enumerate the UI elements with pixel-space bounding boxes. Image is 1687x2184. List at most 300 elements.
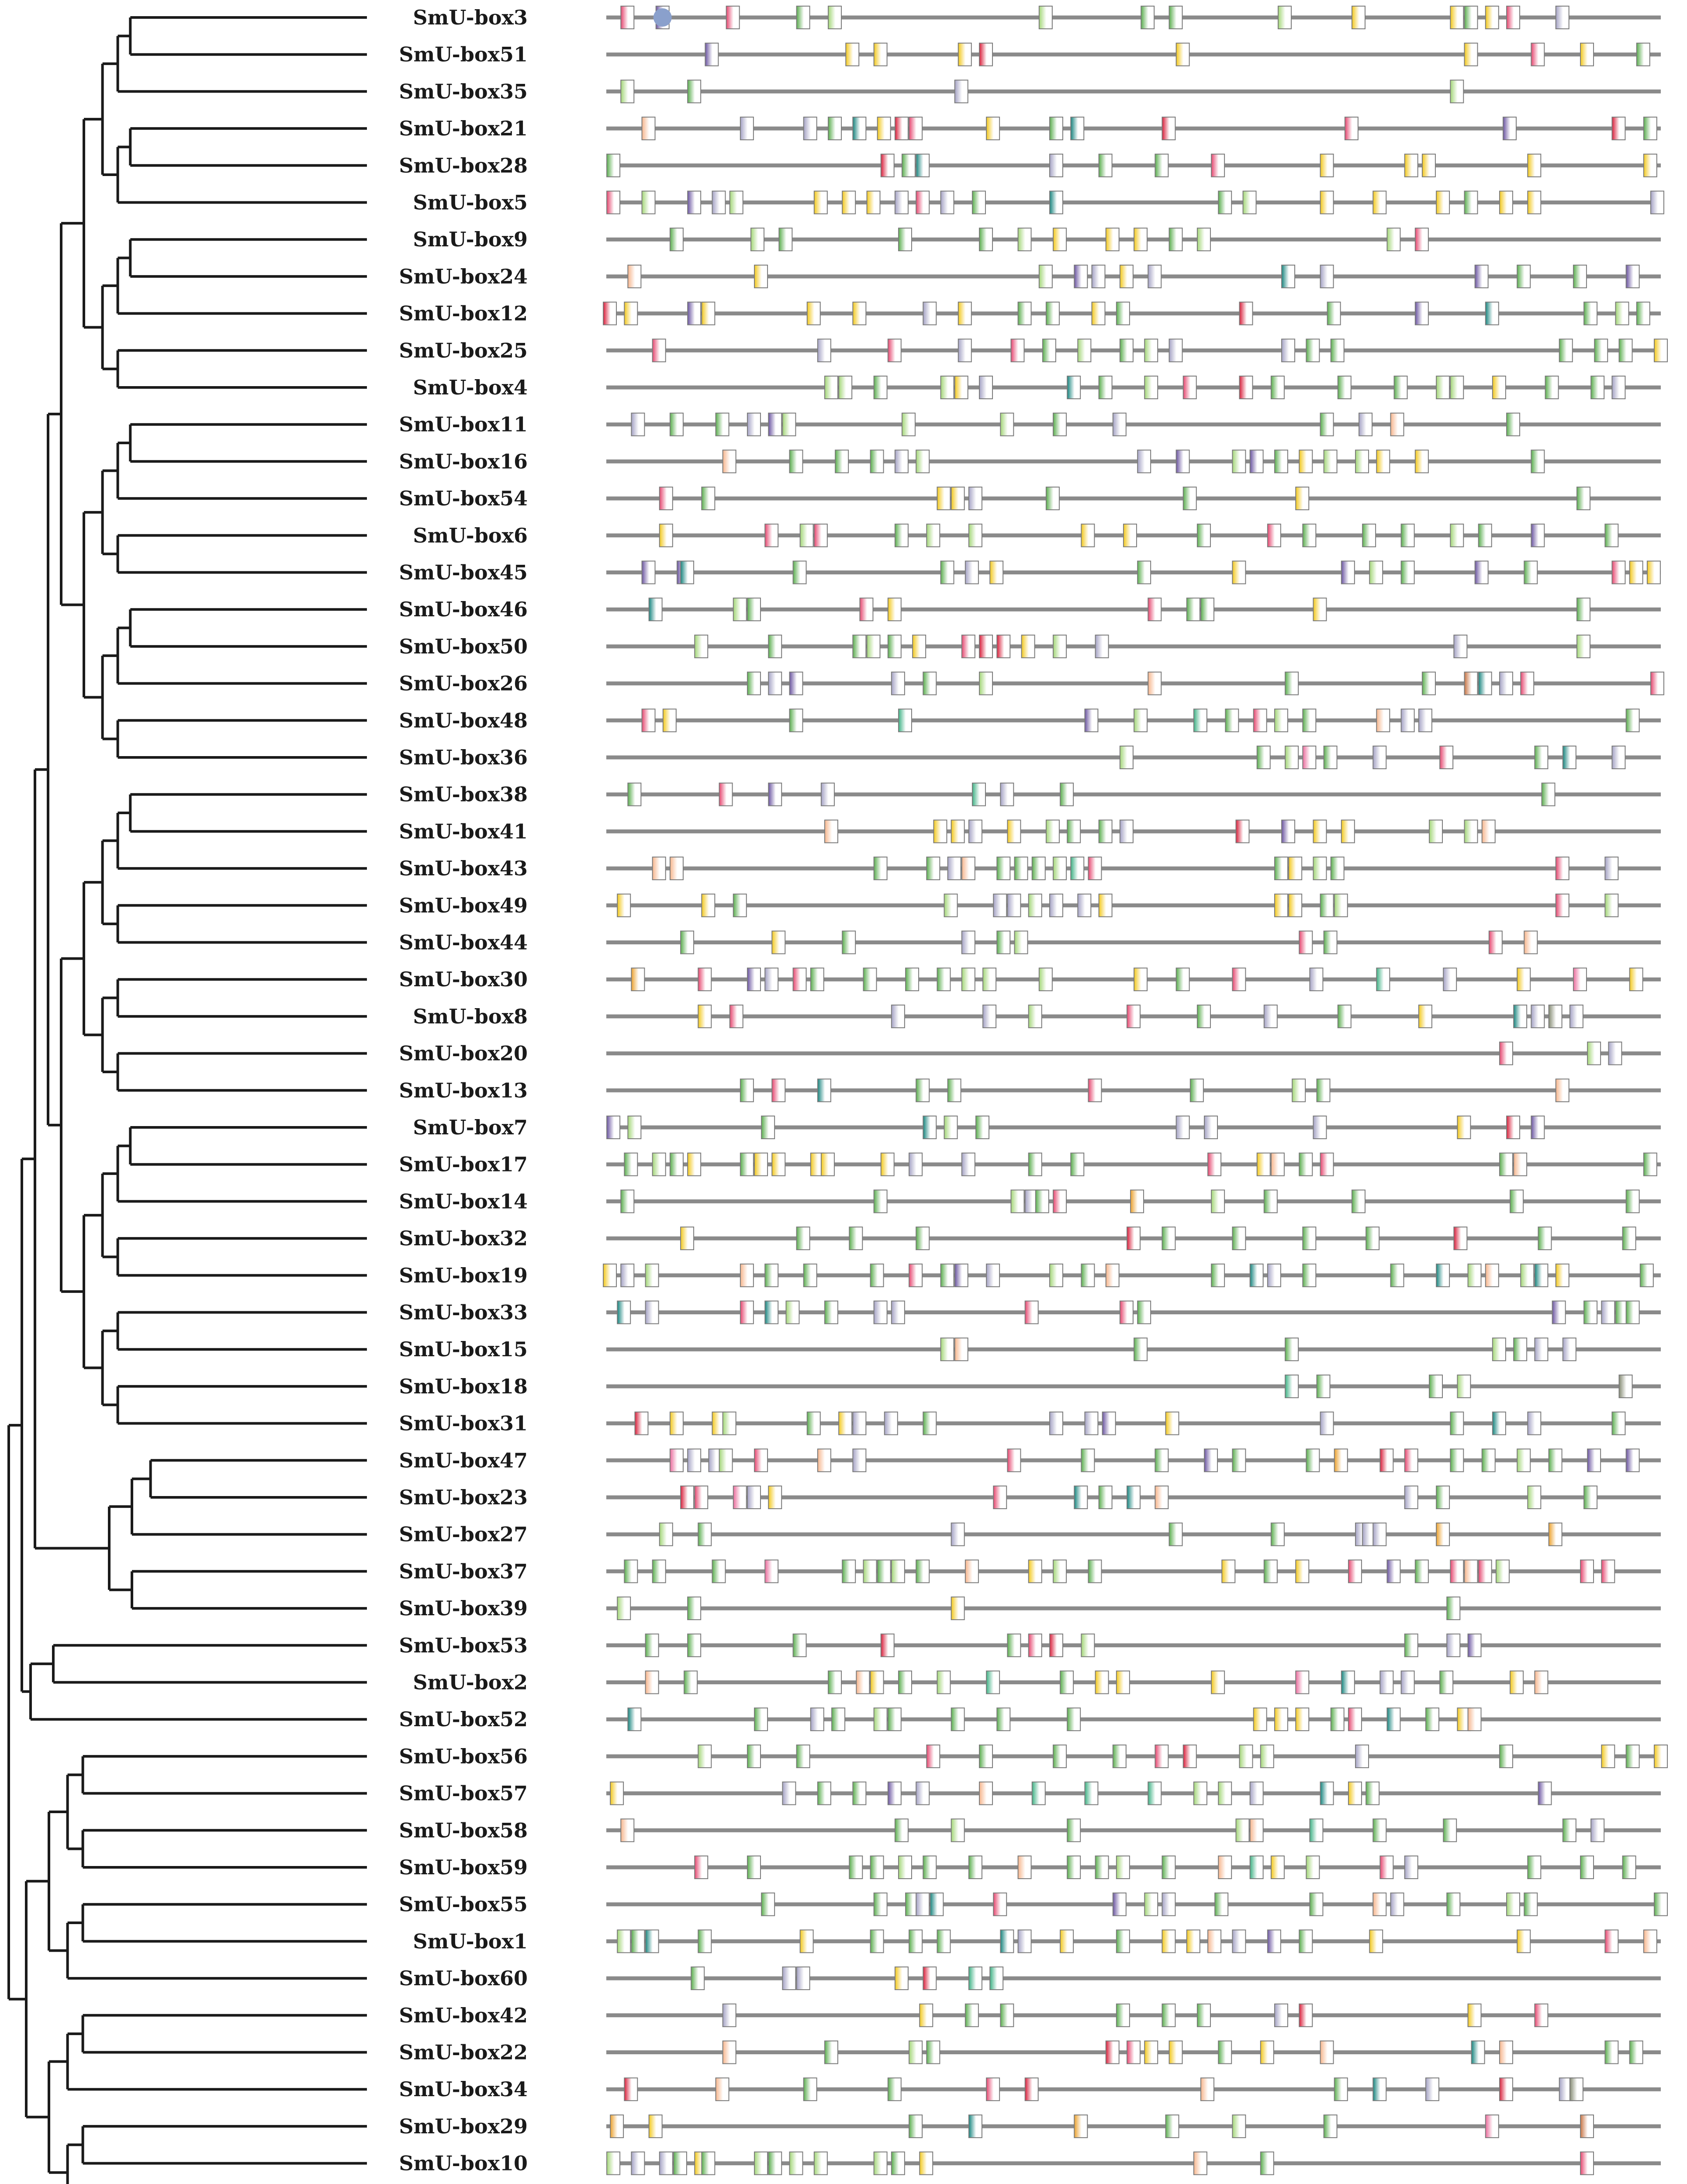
element-i-box bbox=[1612, 1412, 1625, 1435]
promoter-track-smu-box1 bbox=[606, 1930, 1661, 1952]
element-vi-box bbox=[712, 191, 725, 214]
element-vi-box bbox=[621, 1264, 634, 1287]
element-ii-box bbox=[1222, 1560, 1235, 1583]
element-i-box bbox=[1285, 672, 1298, 695]
element-ii-box bbox=[1166, 1412, 1179, 1435]
element-ii-box bbox=[1261, 2041, 1274, 2064]
element-vi-box bbox=[1591, 1819, 1604, 1842]
element-i-box bbox=[1644, 1153, 1657, 1176]
promoter-track-smu-box26 bbox=[606, 672, 1664, 695]
element-i-box bbox=[1507, 413, 1520, 436]
element-v-box bbox=[1162, 117, 1175, 140]
gene-label-smu-box38: SmU-box38 bbox=[399, 782, 528, 806]
element-vii-box bbox=[1117, 1856, 1130, 1879]
element-iii-box bbox=[860, 598, 873, 621]
element-i-box bbox=[1271, 376, 1284, 399]
element-i-box bbox=[1464, 6, 1477, 29]
element-i-box bbox=[1563, 1819, 1576, 1842]
element-vi-box bbox=[1401, 709, 1414, 732]
element-iv-box bbox=[1000, 1930, 1013, 1952]
element-i-box bbox=[1141, 6, 1154, 29]
element-vi-box bbox=[1401, 1671, 1414, 1694]
element-vi-box bbox=[1264, 1005, 1277, 1028]
element-vi-box bbox=[1454, 635, 1467, 658]
element-vi-box bbox=[1050, 894, 1063, 917]
element-vii-box bbox=[1615, 302, 1628, 325]
element-iv-box bbox=[628, 1708, 641, 1731]
promoter-track-smu-box30 bbox=[606, 968, 1661, 991]
element-ii-box bbox=[1081, 524, 1094, 547]
element-ii-box bbox=[1500, 191, 1513, 214]
element-i-box bbox=[807, 1412, 820, 1435]
element-iii-box bbox=[1601, 1560, 1614, 1583]
element-i-box bbox=[1331, 339, 1344, 362]
element-ix-box bbox=[747, 968, 761, 991]
element-iii-box bbox=[1556, 857, 1569, 880]
element-i-box bbox=[698, 1523, 711, 1546]
element-i-box bbox=[909, 1930, 922, 1952]
element-vii-box bbox=[1039, 6, 1052, 29]
gene-label-smu-box29: SmU-box29 bbox=[399, 2114, 528, 2138]
element-i-box bbox=[1394, 376, 1407, 399]
element-vii-box bbox=[1194, 1782, 1207, 1805]
element-x-box bbox=[1250, 1819, 1263, 1842]
element-vii-box bbox=[1528, 1486, 1541, 1509]
element-iii-box bbox=[730, 1005, 743, 1028]
element-i-box bbox=[698, 1930, 711, 1952]
element-i-box bbox=[1591, 376, 1604, 399]
gene-label-smu-box12: SmU-box12 bbox=[399, 301, 528, 325]
promoter-track-smu-box15 bbox=[606, 1338, 1661, 1361]
element-i-box bbox=[1327, 302, 1341, 325]
element-iv-box bbox=[1050, 191, 1063, 214]
element-vi-box bbox=[740, 117, 754, 140]
gene-label-smu-box57: SmU-box57 bbox=[399, 1781, 528, 1805]
element-ii-box bbox=[1376, 450, 1390, 473]
element-i-box bbox=[969, 1856, 982, 1879]
element-vi-box bbox=[892, 672, 905, 695]
element-i-box bbox=[1081, 1264, 1094, 1287]
gene-label-smu-box7: SmU-box7 bbox=[413, 1116, 528, 1139]
element-i-box bbox=[797, 1745, 810, 1768]
element-v-box bbox=[1507, 1116, 1520, 1139]
element-i-box bbox=[979, 228, 992, 251]
element-i-box bbox=[797, 1227, 810, 1250]
element-vii-box bbox=[1029, 894, 1042, 917]
element-i-box bbox=[1594, 339, 1607, 362]
element-iii-box bbox=[719, 783, 733, 806]
element-vii-box bbox=[1018, 228, 1031, 251]
element-ii-box bbox=[1373, 191, 1386, 214]
gene-label-smu-box21: SmU-box21 bbox=[399, 117, 528, 141]
element-i-box bbox=[874, 1190, 887, 1213]
element-i-box bbox=[1137, 561, 1151, 584]
element-vi-box bbox=[1148, 265, 1161, 288]
element-vii-box bbox=[867, 635, 880, 658]
element-xi-box bbox=[1619, 1375, 1632, 1398]
gene-label-smu-box4: SmU-box4 bbox=[413, 376, 528, 399]
element-i-box bbox=[1366, 1782, 1379, 1805]
promoter-track-smu-box4 bbox=[606, 376, 1661, 399]
element-i-box bbox=[674, 2152, 687, 2175]
element-ix-box bbox=[1085, 709, 1098, 732]
element-vi-box bbox=[1268, 1264, 1281, 1287]
element-iv-box bbox=[681, 561, 694, 584]
element-vi-box bbox=[1321, 265, 1334, 288]
element-i-box bbox=[747, 1856, 761, 1879]
element-x-box bbox=[1373, 1893, 1386, 1916]
element-i-box bbox=[923, 672, 936, 695]
promoter-track-smu-box17 bbox=[606, 1153, 1661, 1176]
element-i-box bbox=[1060, 1671, 1073, 1694]
promoter-track-smu-box38 bbox=[606, 783, 1661, 806]
promoter-track-smu-box23 bbox=[606, 1486, 1661, 1509]
element-x-box bbox=[825, 820, 838, 843]
element-vi-box bbox=[1096, 635, 1109, 658]
element-vii-box bbox=[1011, 1190, 1024, 1213]
marker-dot bbox=[653, 8, 672, 27]
element-i-box bbox=[1197, 1005, 1210, 1028]
element-vi-box bbox=[1204, 1116, 1217, 1139]
element-vi-box bbox=[993, 894, 1006, 917]
element-i-box bbox=[1637, 302, 1650, 325]
element-i-box bbox=[1401, 524, 1414, 547]
element-xiii-box bbox=[1250, 1856, 1263, 1879]
element-ix-box bbox=[1626, 1449, 1639, 1472]
element-i-box bbox=[916, 1079, 929, 1102]
element-ii-box bbox=[1644, 154, 1657, 177]
element-vi-box bbox=[631, 413, 644, 436]
element-xiii-box bbox=[899, 709, 912, 732]
element-vi-box bbox=[979, 376, 992, 399]
element-i-box bbox=[1580, 1856, 1594, 1879]
element-vi-box bbox=[1570, 1005, 1583, 1028]
element-iii-box bbox=[1088, 857, 1101, 880]
element-vii-box bbox=[1218, 1782, 1231, 1805]
element-iii-box bbox=[765, 524, 778, 547]
element-ii-box bbox=[842, 191, 855, 214]
element-ix-box bbox=[1503, 117, 1516, 140]
promoter-track-smu-box44 bbox=[606, 931, 1661, 954]
element-i-box bbox=[1464, 191, 1477, 214]
element-iii-box bbox=[754, 1449, 767, 1472]
element-x-box bbox=[1535, 1671, 1548, 1694]
element-vii-box bbox=[1313, 857, 1326, 880]
promoter-track-smu-box56 bbox=[606, 1745, 1667, 1768]
gene-label-smu-box51: SmU-box51 bbox=[399, 42, 528, 66]
element-ii-box bbox=[1321, 191, 1334, 214]
element-xiv-box bbox=[1296, 1671, 1309, 1694]
gene-label-smu-box37: SmU-box37 bbox=[399, 1559, 528, 1583]
element-viii-box bbox=[1436, 1523, 1449, 1546]
element-vi-box bbox=[1085, 1412, 1098, 1435]
element-i-box bbox=[1007, 1634, 1020, 1657]
element-vi-box bbox=[1405, 1856, 1418, 1879]
element-i-box bbox=[871, 1856, 884, 1879]
promoter-track-smu-box45 bbox=[606, 561, 1661, 584]
element-iii-box bbox=[1254, 709, 1267, 732]
element-i-box bbox=[1450, 1449, 1463, 1472]
element-iv-box bbox=[1514, 1005, 1527, 1028]
element-i-box bbox=[1447, 1597, 1460, 1620]
element-iv-box bbox=[1535, 1264, 1548, 1287]
promoter-track-smu-box7 bbox=[606, 1116, 1661, 1139]
element-i-box bbox=[972, 191, 985, 214]
element-i-box bbox=[1018, 302, 1031, 325]
element-i-box bbox=[1120, 339, 1133, 362]
element-vi-box bbox=[1447, 1634, 1460, 1657]
element-i-box bbox=[1362, 524, 1376, 547]
element-i-box bbox=[1415, 1560, 1428, 1583]
element-iv-box bbox=[1282, 265, 1295, 288]
promoter-track-smu-box49 bbox=[606, 894, 1661, 917]
gene-label-smu-box32: SmU-box32 bbox=[399, 1227, 528, 1251]
element-vii-box bbox=[621, 80, 634, 103]
element-i-box bbox=[1162, 2004, 1175, 2027]
element-i-box bbox=[1134, 1338, 1147, 1361]
element-iii-box bbox=[1321, 1153, 1334, 1176]
element-ix-box bbox=[1204, 1449, 1217, 1472]
element-vii-box bbox=[926, 524, 940, 547]
element-ii-box bbox=[1405, 154, 1418, 177]
element-i-box bbox=[1482, 1449, 1495, 1472]
element-i-box bbox=[1096, 1856, 1109, 1879]
element-x-box bbox=[1208, 1930, 1221, 1952]
element-ii-box bbox=[1419, 1005, 1432, 1028]
element-i-box bbox=[1500, 1745, 1513, 1768]
element-ii-box bbox=[871, 1671, 884, 1694]
element-iv-box bbox=[646, 1930, 659, 1952]
element-i-box bbox=[1366, 1227, 1379, 1250]
element-x-box bbox=[653, 857, 666, 880]
element-ii-box bbox=[878, 117, 891, 140]
element-i-box bbox=[1626, 1190, 1639, 1213]
element-vii-box bbox=[874, 1708, 887, 1731]
element-i-box bbox=[688, 80, 701, 103]
element-vii-box bbox=[916, 450, 929, 473]
element-ix-box bbox=[1250, 450, 1263, 473]
element-vii-box bbox=[962, 968, 975, 991]
element-x-box bbox=[1486, 1264, 1499, 1287]
element-vii-box bbox=[617, 1597, 630, 1620]
element-vii-box bbox=[1232, 450, 1245, 473]
element-vii-box bbox=[944, 894, 958, 917]
element-x-box bbox=[1321, 2041, 1334, 2064]
element-i-box bbox=[1225, 709, 1238, 732]
element-i-box bbox=[631, 1930, 644, 1952]
element-vii-box bbox=[1197, 228, 1210, 251]
gene-label-smu-box25: SmU-box25 bbox=[399, 339, 528, 363]
element-vi-box bbox=[1373, 1523, 1386, 1546]
element-i-box bbox=[712, 1560, 725, 1583]
element-i-box bbox=[878, 1560, 891, 1583]
element-xiv-box bbox=[733, 1486, 747, 1509]
element-ix-box bbox=[768, 413, 781, 436]
element-i-box bbox=[653, 1560, 666, 1583]
element-ii-box bbox=[1134, 228, 1147, 251]
element-i-box bbox=[733, 894, 747, 917]
promoter-track-smu-box13 bbox=[606, 1079, 1661, 1102]
element-ii-box bbox=[913, 635, 926, 658]
element-i-box bbox=[1321, 413, 1334, 436]
element-iv-box bbox=[1067, 376, 1080, 399]
element-v-box bbox=[895, 117, 908, 140]
element-i-box bbox=[1450, 1412, 1463, 1435]
element-i-box bbox=[916, 1227, 929, 1250]
element-i-box bbox=[1654, 1893, 1667, 1916]
element-v-box bbox=[681, 1486, 694, 1509]
promoter-track-smu-box34 bbox=[606, 2078, 1661, 2101]
promoter-track-smu-box57 bbox=[606, 1782, 1661, 1805]
element-i-box bbox=[793, 561, 806, 584]
element-x-box bbox=[723, 2041, 736, 2064]
element-viii-box bbox=[631, 968, 644, 991]
element-ii-box bbox=[1654, 339, 1667, 362]
element-iii-box bbox=[1011, 339, 1024, 362]
element-i-box bbox=[1162, 1856, 1175, 1879]
element-viii-box bbox=[610, 2115, 623, 2138]
element-i-box bbox=[874, 1893, 887, 1916]
element-ii-box bbox=[1299, 450, 1312, 473]
element-vii-box bbox=[864, 1560, 877, 1583]
element-i-box bbox=[1197, 524, 1210, 547]
element-iv-box bbox=[1071, 117, 1084, 140]
element-i-box bbox=[1215, 1893, 1228, 1916]
element-vii-box bbox=[642, 191, 655, 214]
element-vi-box bbox=[818, 339, 831, 362]
element-i-box bbox=[941, 561, 954, 584]
element-i-box bbox=[688, 1597, 701, 1620]
element-iv-box bbox=[853, 117, 866, 140]
element-i-box bbox=[871, 1264, 884, 1287]
element-vii-box bbox=[937, 1671, 950, 1694]
element-iii-box bbox=[1580, 1560, 1594, 1583]
element-i-box bbox=[1169, 228, 1182, 251]
element-v-box bbox=[1025, 2078, 1038, 2101]
element-ii-box bbox=[649, 2115, 662, 2138]
element-vi-box bbox=[962, 931, 975, 954]
element-i-box bbox=[1405, 1634, 1418, 1657]
element-vi-box bbox=[1651, 191, 1664, 214]
element-i-box bbox=[1500, 1153, 1513, 1176]
promoter-track-smu-box16 bbox=[606, 450, 1661, 473]
element-vii-box bbox=[782, 413, 795, 436]
element-i-box bbox=[1440, 1671, 1453, 1694]
element-vii-box bbox=[607, 2152, 620, 2175]
promoter-track-smu-box24 bbox=[606, 265, 1661, 288]
element-i-box bbox=[1232, 1449, 1245, 1472]
element-ii-box bbox=[1630, 968, 1643, 991]
gene-label-smu-box10: SmU-box10 bbox=[399, 2151, 528, 2175]
element-i-box bbox=[997, 1708, 1010, 1731]
element-ix-box bbox=[1341, 561, 1355, 584]
element-ix-box bbox=[1475, 265, 1488, 288]
element-xiii-box bbox=[972, 783, 985, 806]
element-i-box bbox=[797, 6, 810, 29]
element-i-box bbox=[747, 672, 761, 695]
element-i-box bbox=[888, 2078, 901, 2101]
element-vi-box bbox=[853, 1412, 866, 1435]
element-vi-box bbox=[747, 1486, 761, 1509]
element-ii-box bbox=[1169, 2041, 1182, 2064]
element-i-box bbox=[1303, 709, 1316, 732]
gene-label-smu-box11: SmU-box11 bbox=[399, 412, 528, 436]
element-ii-box bbox=[888, 598, 901, 621]
element-ii-box bbox=[681, 1227, 694, 1250]
element-i-box bbox=[965, 2004, 978, 2027]
element-vi-box bbox=[1113, 413, 1126, 436]
element-x-box bbox=[723, 450, 736, 473]
element-ix-box bbox=[888, 1782, 901, 1805]
element-v-box bbox=[1183, 1745, 1196, 1768]
gene-label-smu-box59: SmU-box59 bbox=[399, 1856, 528, 1879]
promoter-track-smu-box18 bbox=[606, 1375, 1661, 1398]
element-vi-box bbox=[1563, 1338, 1576, 1361]
element-iii-box bbox=[1450, 1560, 1463, 1583]
element-ii-box bbox=[1415, 450, 1428, 473]
element-i-box bbox=[853, 635, 866, 658]
gene-label-smu-box20: SmU-box20 bbox=[399, 1041, 528, 1065]
element-i-box bbox=[1053, 1745, 1066, 1768]
element-ii-box bbox=[920, 2152, 933, 2175]
element-i-box bbox=[923, 1412, 936, 1435]
element-iii-box bbox=[1651, 672, 1664, 695]
element-v-box bbox=[1239, 302, 1252, 325]
element-i-box bbox=[1183, 487, 1196, 510]
element-iv-box bbox=[1479, 672, 1492, 695]
element-i-box bbox=[1299, 1930, 1312, 1952]
element-ii-box bbox=[839, 1412, 852, 1435]
promoter-track-smu-box54 bbox=[606, 487, 1661, 510]
element-vii-box bbox=[1015, 931, 1028, 954]
element-iv-box bbox=[1493, 1412, 1506, 1435]
element-i-box bbox=[1201, 598, 1214, 621]
element-vii-box bbox=[1050, 1264, 1063, 1287]
element-vii-box bbox=[839, 376, 852, 399]
element-vii-box bbox=[941, 1338, 954, 1361]
element-xiv-box bbox=[1573, 968, 1587, 991]
element-ii-box bbox=[933, 820, 947, 843]
element-ii-box bbox=[1296, 487, 1309, 510]
element-iv-box bbox=[818, 1079, 831, 1102]
element-i-box bbox=[1088, 1560, 1101, 1583]
element-vii-box bbox=[1053, 857, 1066, 880]
element-ii-box bbox=[610, 1782, 623, 1805]
element-x-box bbox=[1194, 2152, 1207, 2175]
element-x-box bbox=[962, 857, 975, 880]
element-ii-box bbox=[937, 487, 950, 510]
element-vii-box bbox=[1078, 339, 1091, 362]
element-vi-box bbox=[631, 2152, 644, 2175]
element-vi-box bbox=[895, 450, 908, 473]
element-ix-box bbox=[1074, 265, 1087, 288]
element-x-box bbox=[628, 265, 641, 288]
promoter-track-smu-box41 bbox=[606, 820, 1661, 843]
promoter-track-smu-box32 bbox=[606, 1227, 1661, 1250]
element-x-box bbox=[646, 1671, 659, 1694]
element-iii-box bbox=[1348, 1708, 1362, 1731]
gene-label-smu-box46: SmU-box46 bbox=[399, 598, 528, 622]
element-i-box bbox=[1605, 524, 1618, 547]
element-ii-box bbox=[1022, 635, 1035, 658]
element-v-box bbox=[1106, 2041, 1119, 2064]
element-vii-box bbox=[1436, 376, 1449, 399]
element-i-box bbox=[1443, 1819, 1456, 1842]
element-xiii-box bbox=[1285, 1375, 1298, 1398]
element-vii-box bbox=[1144, 1893, 1158, 1916]
element-iii-box bbox=[1489, 931, 1502, 954]
element-vi-box bbox=[1528, 1412, 1541, 1435]
